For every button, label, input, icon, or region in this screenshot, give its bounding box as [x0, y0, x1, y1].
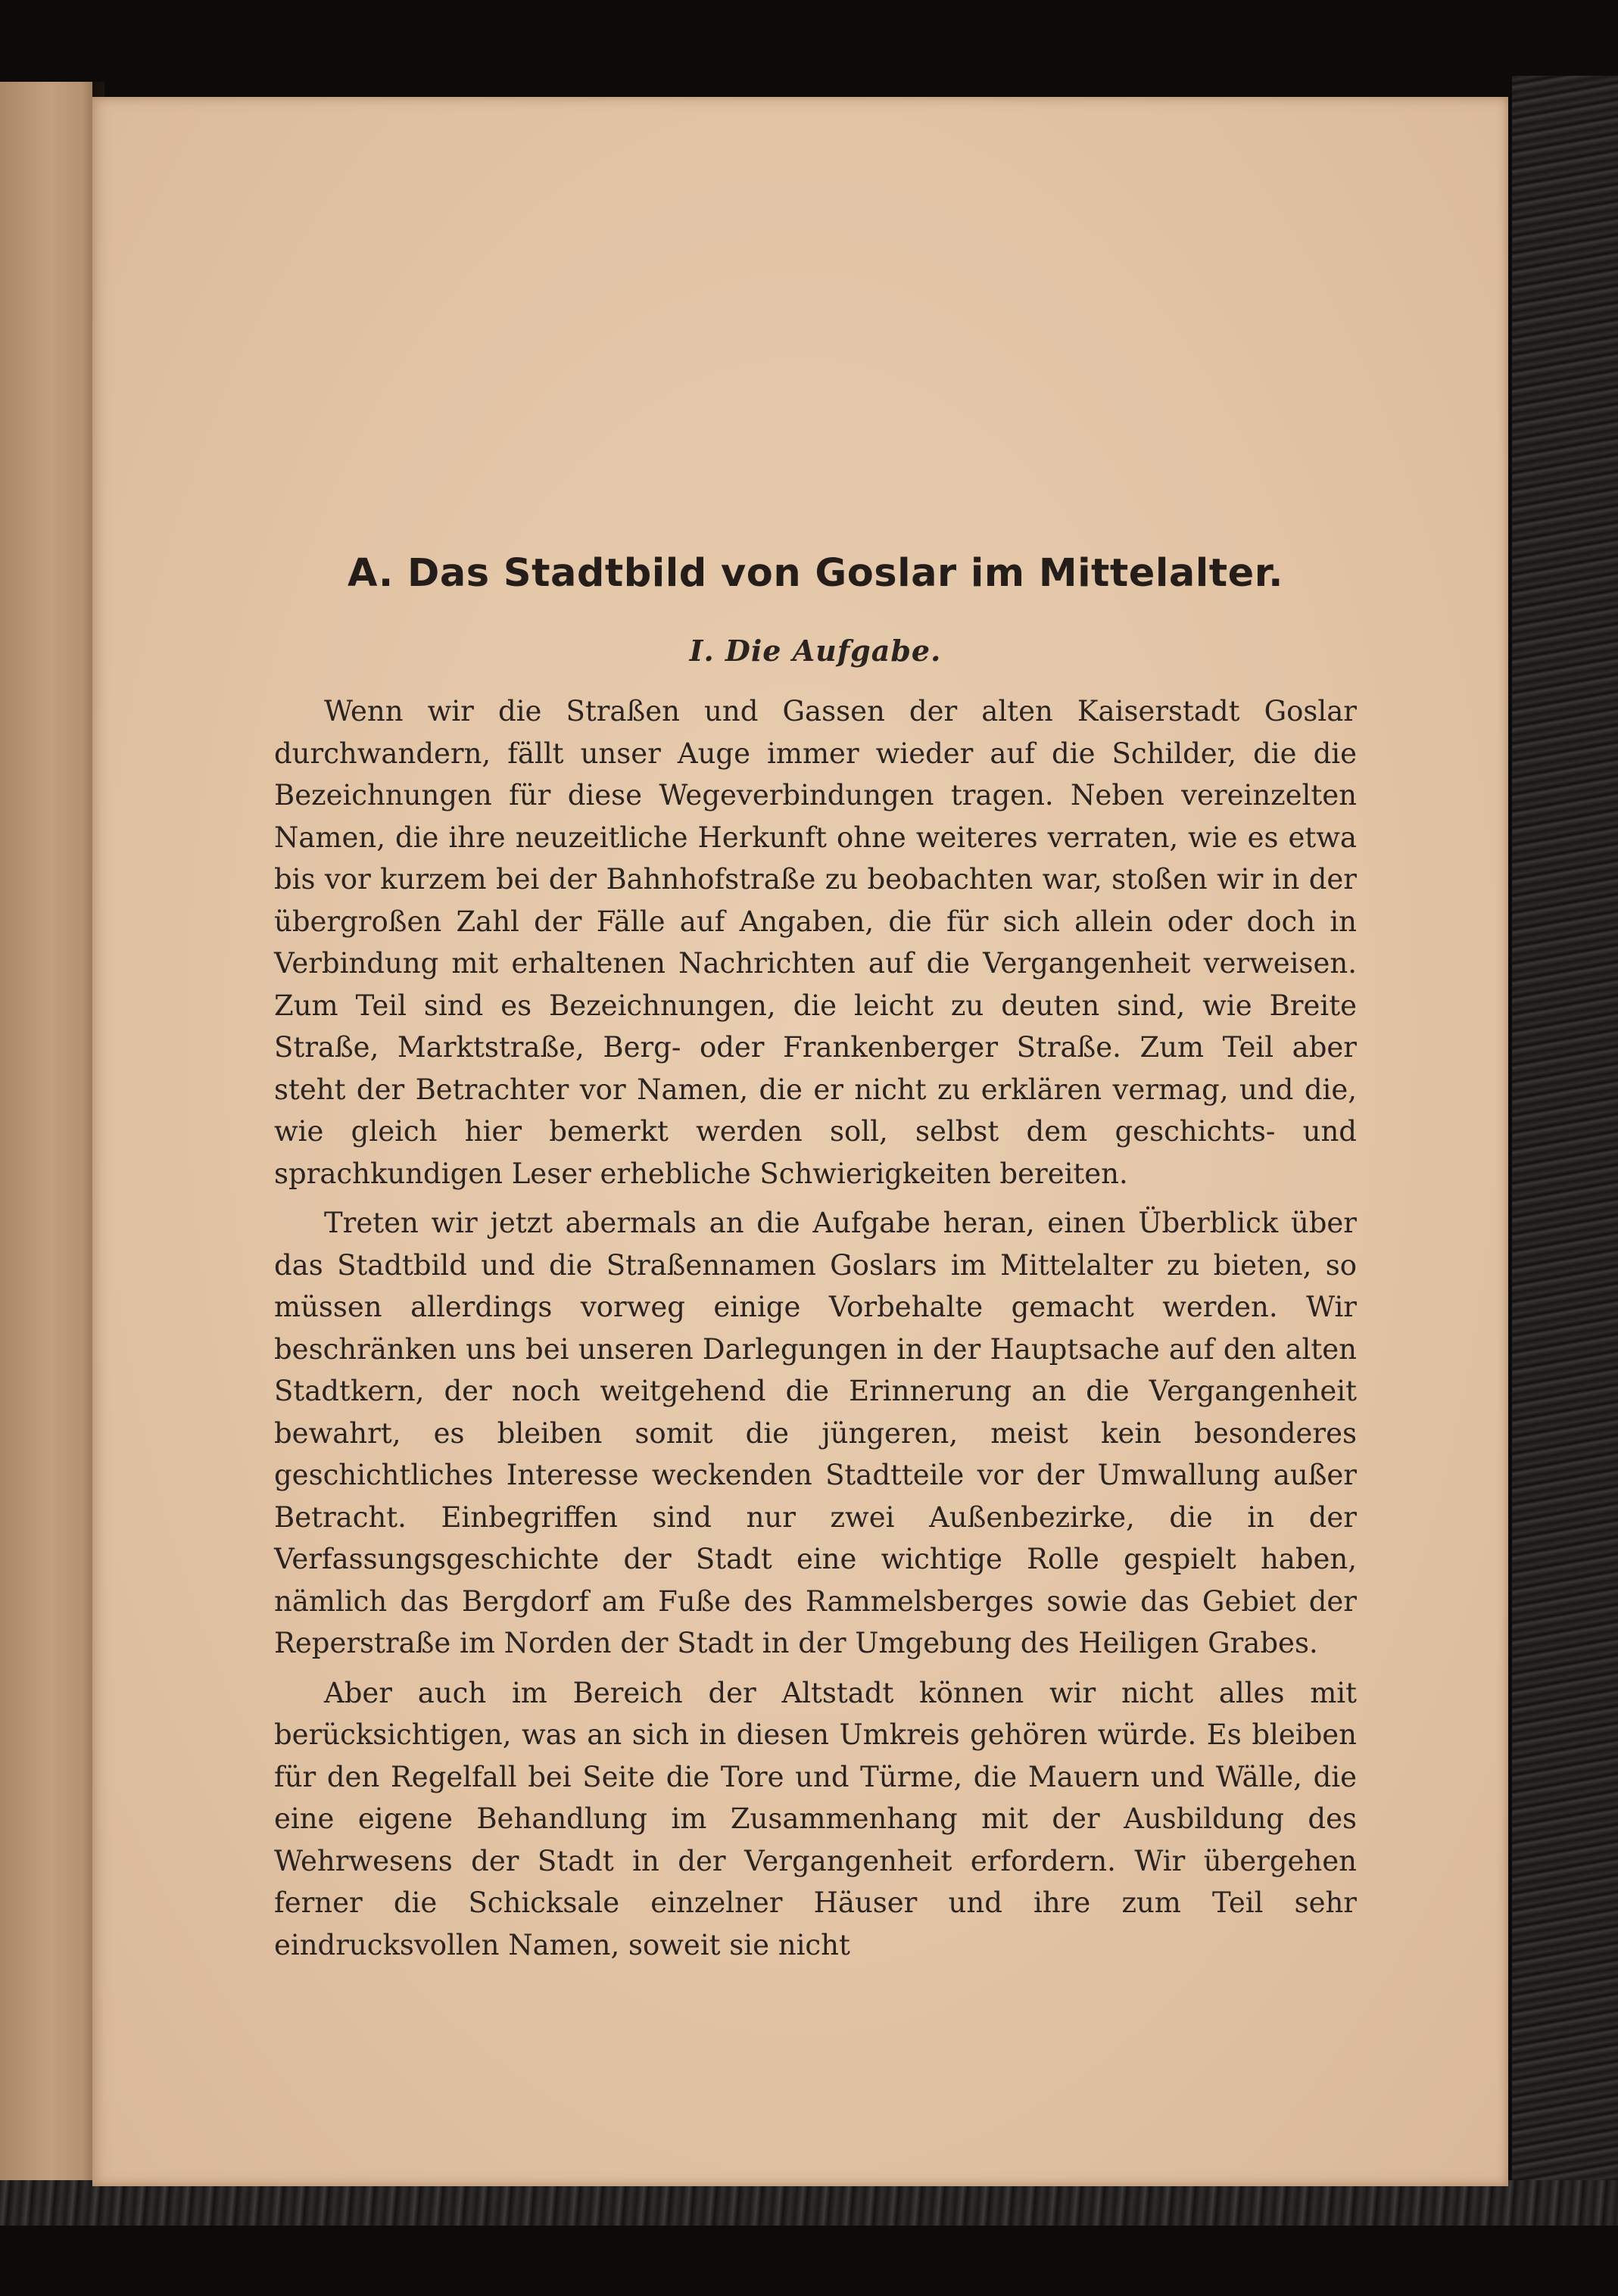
right-page — [92, 97, 1508, 2186]
page-text-block — [274, 453, 1357, 1974]
section-title: I. Die Aufgabe. — [689, 634, 942, 668]
left-page-edge — [0, 82, 92, 2182]
book-cover-right — [1512, 76, 1618, 2188]
paragraph-1: Wenn wir die Straßen und Gassen der alten Kaiserstadt Goslar durchwandern, fällt unser Auge immer wieder auf die Schilder, die die Bezeichnungen für diese Wegeverbindungen tragen. Neben vereinzelten Namen, die ihre neuzeitliche Herkunft ohne weiteres verraten, wie es etwa bis vor kurzem bei der Bahnhofstraße zu beobachten war, stoßen wir in der übergroßen Zahl der Fälle auf Angaben, die für sich allein oder doch in Verbindung mit erhaltenen Nachrichten auf die Vergangenheit verweisen. Zum Teil sind es Bezeichnungen, die leicht zu deuten sind, wie Breite Straße, Marktstraße, Berg- oder Frankenberger Straße. Zum Teil aber steht der Betrachter vor Namen, die er nicht zu erklären vermag, und die, wie gleich hier bemerkt werden soll, selbst dem geschichts- und sprachkundigen Leser erhebliche Schwierigkeiten bereiten. — [274, 695, 1357, 1190]
book-cover-bottom — [0, 2180, 1618, 2226]
paragraph-2: Treten wir jetzt abermals an die Aufgabe heran, einen Überblick über das Stadtbild und die Straßennamen Goslars im Mittelalter zu bieten, so müssen allerdings vorweg einige Vorbehalte gemacht werden. Wir beschränken uns bei unseren Darlegungen in der Hauptsache auf den alten Stadtkern, der noch weitgehend die Erinnerung an die Vergangenheit bewahrt, es bleiben somit die jüngeren, meist kein besonderes geschichtliches Interesse weckenden Stadtteile vor der Umwallung außer Betracht. Einbegriffen sind nur zwei Außenbezirke, die in der Verfassungsgeschichte der Stadt eine wichtige Rolle gespielt haben, nämlich das Bergdorf am Fuße des Rammelsberges sowie das Gebiet der Reperstraße im Norden der Stadt in der Umgebung des Heiligen Grabes. — [274, 1207, 1357, 1659]
chapter-title: A. Das Stadtbild von Goslar im Mittelalter. — [347, 551, 1283, 596]
paragraph-3: Aber auch im Bereich der Altstadt können wir nicht alles mit berücksichtigen, was an sich in diesen Umkreis gehören würde. Es bleiben für den Regelfall bei Seite die Tore und Türme, die Mauern und Wälle, die eine eigene Behandlung im Zusammenhang mit der Ausbildung des Wehrwesens der Stadt in der Vergangenheit erfordern. Wir übergehen ferner die Schicksale einzelner Häuser und ihre zum Teil sehr eindrucksvollen Namen, soweit sie nicht — [274, 1676, 1357, 1961]
